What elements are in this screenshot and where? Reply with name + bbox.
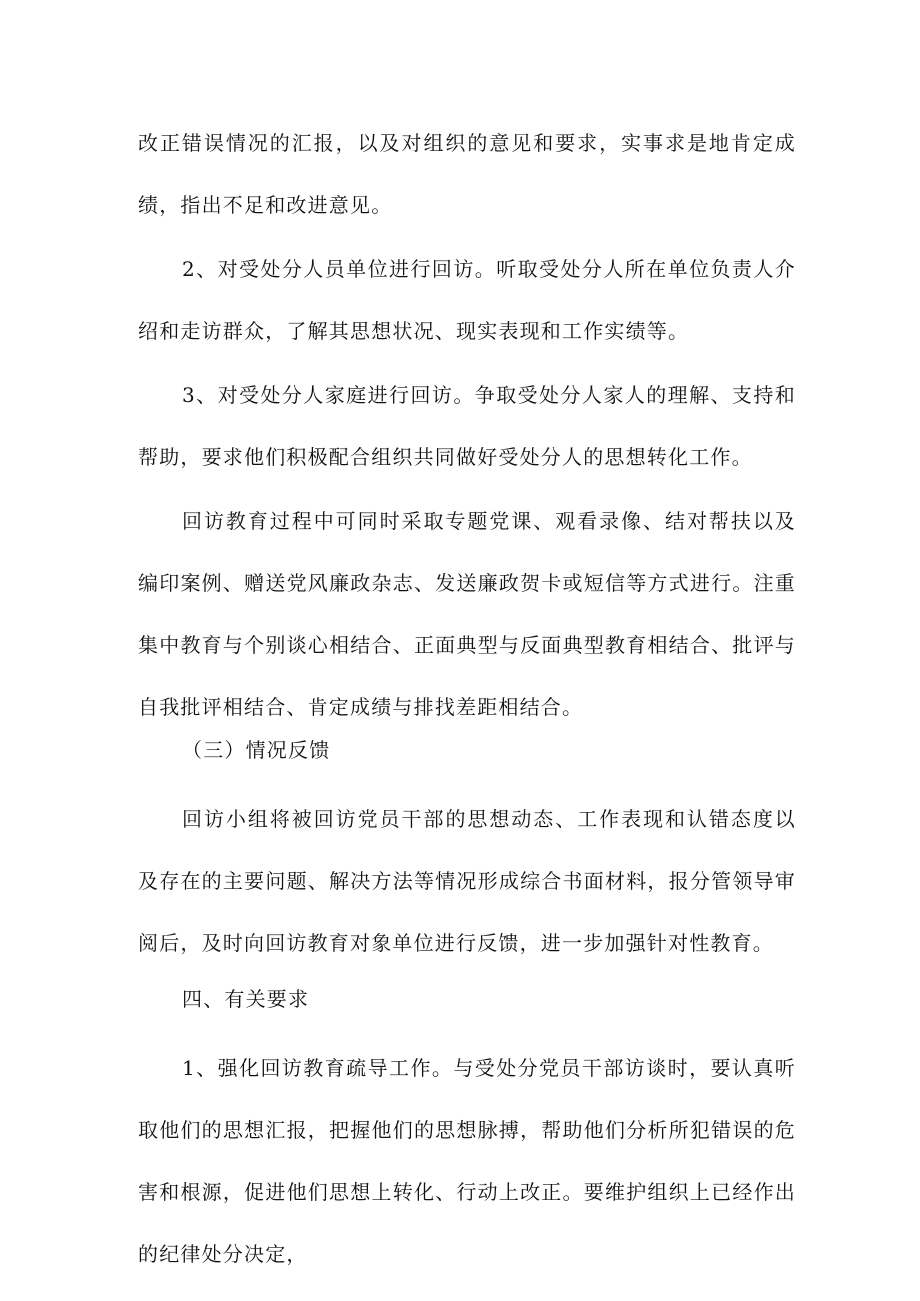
paragraph-2: 2、对受处分人员单位进行回访。听取受处分人所在单位负责人介绍和走访群众，了解其思想状况、现实表现和工作实绩等。 xyxy=(138,257,796,343)
paragraph-4: 回访教育过程中可同时采取专题党课、观看录像、结对帮扶以及编印案例、赠送党风廉政杂志、发送廉政贺卡或短信等方式进行。注重集中教育与个别谈心相结合、正面典型与反面典型教育相结合、批评与自我批评相结合、肯定成绩与排找差距相结合。 xyxy=(138,509,796,719)
paragraph-1: 改正错误情况的汇报，以及对组织的意见和要求，实事求是地肯定成绩，指出不足和改进意见。 xyxy=(138,131,796,217)
section-heading-3: （三）情况反馈 xyxy=(182,738,331,762)
paragraph-3: 3、对受处分人家庭进行回访。争取受处分人家人的理解、支持和帮助，要求他们积极配合组织共同做好受处分人的思想转化工作。 xyxy=(138,383,796,469)
paragraph-8: 1、强化回访教育疏导工作。与受处分党员干部访谈时，要认真听取他们的思想汇报，把握他们的思想脉搏，帮助他们分析所犯错误的危害和根源，促进他们思想上转化、行动上改正。要维护组织上已经作出的纪律处分决定， xyxy=(138,1056,796,1266)
section-heading-4: 四、有关要求 xyxy=(182,987,310,1011)
paragraph-6: 回访小组将被回访党员干部的思想动态、工作表现和认错态度以及存在的主要问题、解决方法等情况形成综合书面材料，报分管领导审阅后，及时向回访教育对象单位进行反馈，进一步加强针对性教育。 xyxy=(138,807,796,955)
